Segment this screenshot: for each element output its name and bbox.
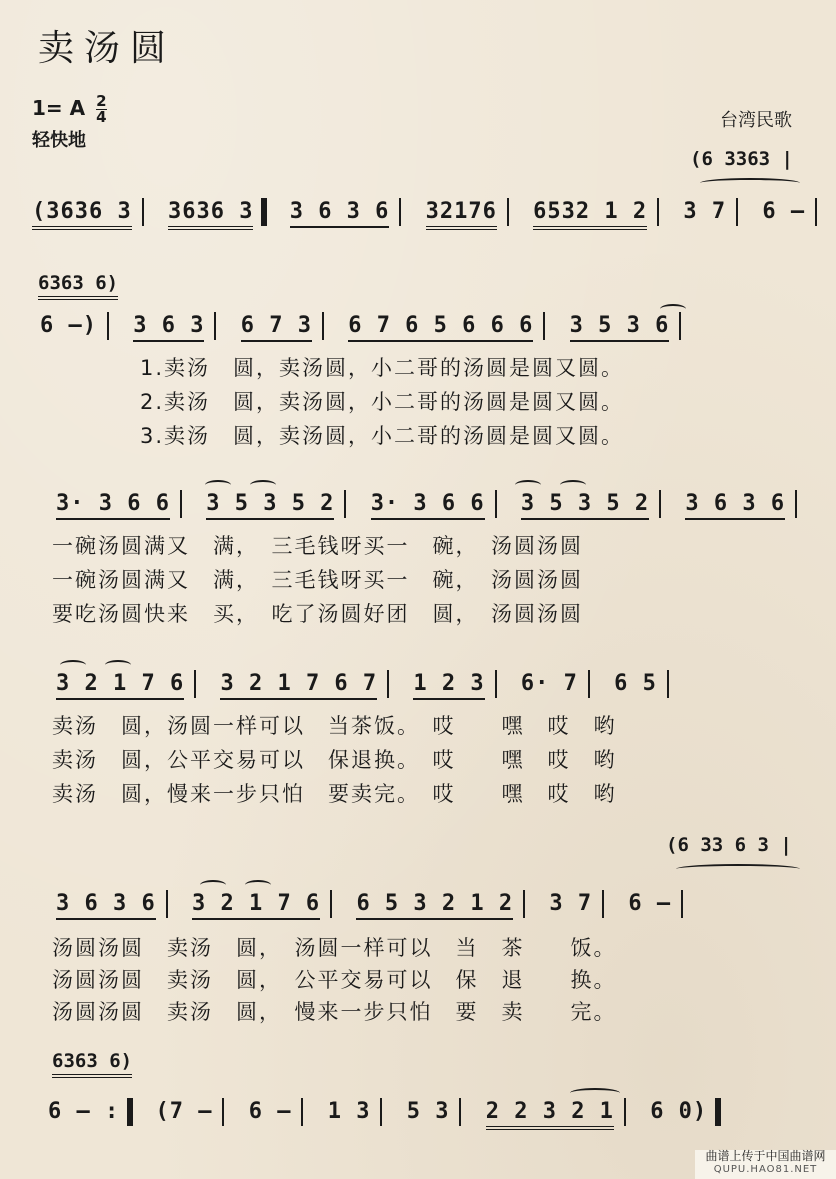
measure: 3 2 1 7 6 7 <box>220 671 377 700</box>
tie-arc <box>570 1088 620 1098</box>
measure: 6· 7 <box>520 671 578 696</box>
measure: 3 6 3 6 <box>685 491 785 520</box>
barline <box>459 1098 461 1126</box>
staff-row-5 <box>56 890 693 918</box>
measure: 1 2 3 <box>413 671 484 700</box>
lyric-verse-2: 一碗汤圆满又 满， 三毛钱呀买一 碗， 汤圆汤圆 <box>52 568 583 592</box>
measure: 6 – <box>248 1099 292 1124</box>
time-top: 2 <box>96 92 107 110</box>
slur-arc <box>660 304 686 314</box>
barline <box>667 670 669 698</box>
barline <box>387 670 389 698</box>
site-watermark <box>695 1150 836 1179</box>
lyric-verse-2: 2.卖汤 圆，卖汤圆，小二哥的汤圆是圆又圆。 <box>140 390 625 414</box>
measure: 6 5 <box>614 671 657 696</box>
barline <box>214 312 216 340</box>
barline <box>322 312 324 340</box>
cue-notes-3: (6 33 6 3 | <box>666 834 792 856</box>
lyric-verse-1: 1.卖汤 圆，卖汤圆，小二哥的汤圆是圆又圆。 <box>140 356 625 380</box>
measure: 6 – <box>628 891 672 916</box>
time-bottom: 4 <box>96 108 107 126</box>
slur-arc <box>105 660 131 670</box>
barline <box>301 1098 303 1126</box>
cue-notes-2: 6363 6) <box>38 272 118 300</box>
staff-row-1 <box>32 198 827 226</box>
barline <box>523 890 525 918</box>
slur-arc <box>250 480 276 490</box>
repeat-end <box>127 1098 133 1126</box>
measure: 3· 3 6 6 <box>56 491 170 520</box>
barline <box>142 198 144 226</box>
song-origin: 台湾民歌 <box>720 110 792 131</box>
measure: 3 2 1 7 6 <box>192 891 320 920</box>
barline <box>194 670 196 698</box>
barline <box>166 890 168 918</box>
cue-notes-1: (6 3363 | <box>690 148 793 170</box>
tempo-marking: 轻快地 <box>32 130 86 151</box>
barline <box>222 1098 224 1126</box>
lyric-verse-1: 一碗汤圆满又 满， 三毛钱呀买一 碗， 汤圆汤圆 <box>52 534 583 558</box>
tie-arc <box>700 178 800 188</box>
final-barline <box>715 1098 721 1126</box>
barline <box>588 670 590 698</box>
barline <box>495 670 497 698</box>
measure: 3 5 3 5 2 <box>521 491 649 520</box>
slur-arc <box>60 660 86 670</box>
song-title: 卖汤圆 <box>38 28 177 69</box>
lyric-verse-3: 要吃汤圆快来 买， 吃了汤圆好团 圆， 汤圆汤圆 <box>52 602 583 626</box>
slur-arc <box>560 480 586 490</box>
repeat-start <box>261 198 267 226</box>
measure: 3636 3 <box>168 199 253 230</box>
measure: 2 2 3 2 1 <box>486 1099 614 1130</box>
measure: 3· 3 6 6 <box>371 491 485 520</box>
barline <box>795 490 797 518</box>
barline <box>543 312 545 340</box>
slur-arc <box>515 480 541 490</box>
measure: 6 5 3 2 1 2 <box>356 891 513 920</box>
measure: 6 7 3 <box>241 313 312 342</box>
barline <box>681 890 683 918</box>
measure: 1 3 <box>327 1099 371 1124</box>
measure: 3 7 <box>549 891 593 916</box>
barline <box>107 312 109 340</box>
staff-row-4 <box>56 670 679 698</box>
lyric-verse-3: 汤圆汤圆 卖汤 圆， 慢来一步只怕 要 卖 完。 <box>52 1000 617 1024</box>
watermark-line-1: 曲谱上传于中国曲谱网 <box>705 1149 826 1163</box>
barline <box>679 312 681 340</box>
measure: 3 6 3 6 <box>56 891 156 920</box>
slur-arc <box>245 880 271 890</box>
measure: 3 5 3 5 2 <box>206 491 334 520</box>
measure: 3 6 3 6 <box>290 199 390 228</box>
tie-arc <box>676 864 800 874</box>
barline <box>507 198 509 226</box>
slur-arc <box>200 880 226 890</box>
watermark-line-2: QUPU.HAO81.NET <box>713 1164 818 1175</box>
barline <box>399 198 401 226</box>
barline <box>344 490 346 518</box>
barline <box>380 1098 382 1126</box>
measure: 6 –) <box>40 313 97 338</box>
barline <box>602 890 604 918</box>
measure: (7 – <box>155 1099 213 1124</box>
barline <box>495 490 497 518</box>
barline <box>659 490 661 518</box>
lyric-verse-2: 汤圆汤圆 卖汤 圆， 公平交易可以 保 退 换。 <box>52 968 617 992</box>
measure: 3 6 3 <box>133 313 204 342</box>
barline <box>736 198 738 226</box>
cue-notes-4: 6363 6) <box>52 1050 132 1078</box>
measure: 3 7 <box>683 199 727 224</box>
measure: 3 2 1 7 6 <box>56 671 184 700</box>
time-signature <box>96 94 106 125</box>
measure: 6 – <box>762 199 806 224</box>
barline <box>624 1098 626 1126</box>
lyric-verse-1: 汤圆汤圆 卖汤 圆， 汤圆一样可以 当 茶 饭。 <box>52 936 617 960</box>
key-label: 1= A <box>32 96 86 120</box>
staff-row-2 <box>40 312 691 340</box>
measure: 6 0) <box>650 1099 708 1124</box>
lyric-verse-3: 3.卖汤 圆，卖汤圆，小二哥的汤圆是圆又圆。 <box>140 424 625 448</box>
barline <box>330 890 332 918</box>
measure: (3636 3 <box>32 199 132 230</box>
lyric-verse-3: 卖汤 圆，慢来一步只怕 要卖完。 哎 嘿 哎 哟 <box>52 782 617 806</box>
measure: 5 3 <box>406 1099 450 1124</box>
measure: 3 5 3 6 <box>570 313 670 342</box>
measure: 6 7 6 5 6 6 6 <box>348 313 533 342</box>
staff-row-3 <box>56 490 807 518</box>
barline <box>180 490 182 518</box>
measure: 32176 <box>426 199 497 230</box>
barline <box>657 198 659 226</box>
measure: 6532 1 2 <box>533 199 647 230</box>
slur-arc <box>205 480 231 490</box>
barline <box>815 198 817 226</box>
key-signature <box>32 94 107 125</box>
staff-row-6 <box>48 1098 729 1126</box>
measure: 6 – : <box>48 1099 120 1124</box>
lyric-verse-2: 卖汤 圆，公平交易可以 保退换。 哎 嘿 哎 哟 <box>52 748 617 772</box>
lyric-verse-1: 卖汤 圆，汤圆一样可以 当茶饭。 哎 嘿 哎 哟 <box>52 714 617 738</box>
